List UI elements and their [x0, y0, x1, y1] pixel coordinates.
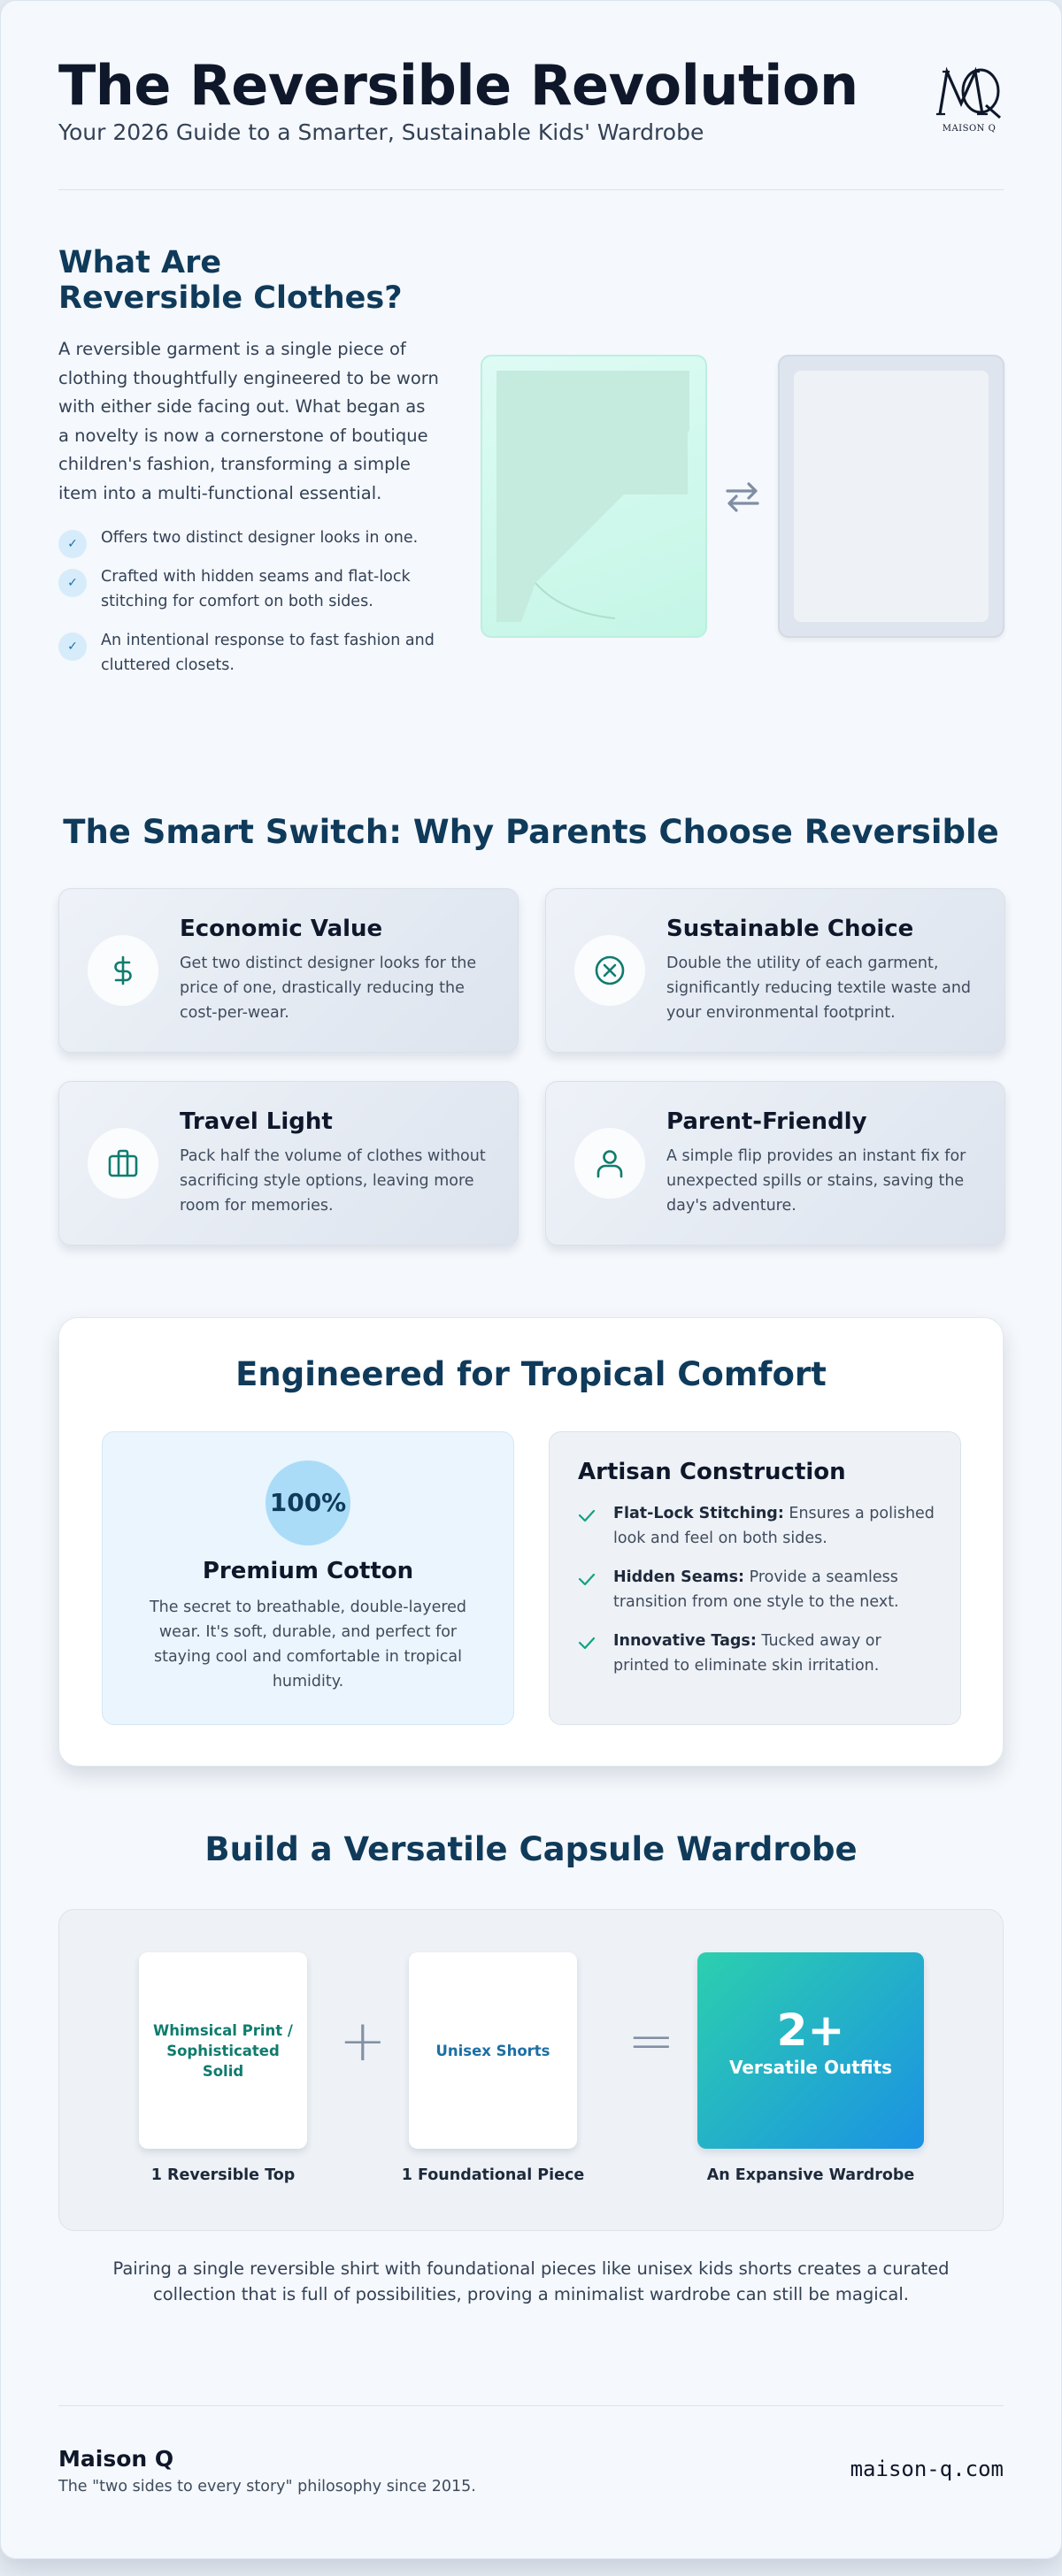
footer-url: maison-q.com: [850, 2457, 1004, 2481]
checkmark-icon: [578, 1636, 596, 1650]
intro-heading-line1: What Are: [58, 245, 222, 280]
foundational-piece-caption: 1 Foundational Piece: [401, 2166, 585, 2184]
benefit-card-sustainable: [545, 888, 1005, 1053]
benefit-card-parent: [545, 1081, 1005, 1246]
intro-bullet-list: [58, 525, 439, 678]
reversible-top-text: Whimsical Print / Sophisticated Solid: [153, 2021, 293, 2080]
result-label: Versatile Outfits: [728, 2057, 893, 2078]
benefit-description: Double the utility of each garment, significantly reducing textile waste and your environmental footprint.: [666, 954, 972, 1022]
check-icon: ✓: [58, 569, 87, 597]
comfort-heading: Engineered for Tropical Comfort: [235, 1355, 827, 1393]
benefit-icon-wrap: [574, 935, 645, 1006]
capsule-equation: [58, 1909, 1004, 2231]
feature-label: Flat-Lock Stitching:: [613, 1505, 784, 1522]
footer-tagline: The "two sides to every story" philosophy since 2015.: [58, 2478, 476, 2496]
comfort-section: [58, 1317, 1004, 1767]
benefit-title: Parent-Friendly: [666, 1108, 867, 1135]
reversible-top-card: [139, 1952, 307, 2149]
result-card: [697, 1952, 924, 2149]
mq-monogram-icon: [935, 65, 1004, 119]
page-subtitle: Your 2026 Guide to a Smarter, Sustainable Kids' Wardrobe: [58, 119, 704, 145]
swap-arrows-icon: [722, 477, 763, 518]
brand-logo: [935, 65, 1004, 135]
equals-icon: =: [627, 2009, 675, 2074]
plus-icon: +: [339, 2009, 387, 2074]
garment-side-b-panel: [794, 371, 989, 622]
capsule-heading: Build a Versatile Capsule Wardrobe: [204, 1830, 858, 1868]
cotton-title: Premium Cotton: [202, 1558, 414, 1584]
benefit-icon-wrap: [88, 935, 158, 1006]
logo-wordmark: MAISON Q: [942, 124, 997, 134]
shirt-print-graphic: [482, 356, 705, 636]
benefit-card-travel: [58, 1081, 519, 1246]
check-icon: ✓: [58, 632, 87, 661]
artisan-title: Artisan Construction: [578, 1459, 846, 1485]
garment-side-b-illustration: [778, 355, 1004, 638]
intro-paragraph: A reversible garment is a single piece of clothing thoughtfully engineered to be worn with either side facing out. What began as a novelty is now a cornerstone of boutique children's fashion, transforming a simple item into a multi-functional essential.: [58, 339, 439, 503]
checkmark-icon: [578, 1508, 596, 1522]
benefit-description: Get two distinct designer looks for the price of one, drastically reducing the cost-per-wear.: [180, 954, 477, 1022]
benefit-icon-wrap: [574, 1128, 645, 1199]
unisex-shorts-card: [409, 1952, 577, 2149]
list-item: [578, 1565, 935, 1614]
unisex-shorts-text: Unisex Shorts: [435, 2042, 550, 2059]
feature-text: Ensures a polished look and feel on both sides.: [613, 1505, 935, 1547]
intro-text: [58, 245, 439, 692]
list-item: [578, 1629, 935, 1678]
intro-heading-line2: Reversible Clothes?: [58, 280, 403, 316]
user-icon: [594, 1147, 626, 1179]
dollar-icon: [107, 954, 139, 986]
result-caption: An Expansive Wardrobe: [706, 2166, 915, 2184]
feature-text: Provide a seamless transition from one style to the next.: [613, 1568, 899, 1611]
feature-text: Tucked away or printed to eliminate skin irritation.: [613, 1632, 881, 1675]
bullet-text: Offers two distinct designer looks in one.: [101, 529, 419, 547]
check-icon: ✓: [58, 530, 87, 558]
benefit-title: Economic Value: [180, 916, 383, 942]
benefit-title: Sustainable Choice: [666, 916, 914, 942]
list-item: [58, 564, 439, 614]
benefit-card-economic: [58, 888, 519, 1053]
feature-label: Hidden Seams:: [613, 1568, 745, 1586]
benefit-icon-wrap: [88, 1128, 158, 1199]
page-title: The Reversible Revolution: [58, 53, 858, 118]
cotton-stat-badge: 100%: [266, 1460, 350, 1545]
content-area: [58, 1, 1004, 2558]
circle-x-icon: [594, 954, 626, 986]
header: [58, 54, 1004, 160]
list-item: [58, 525, 439, 550]
benefit-description: A simple flip provides an instant fix for unexpected spills or stains, saving the day's adventure.: [666, 1147, 966, 1215]
benefit-description: Pack half the volume of clothes without sacrificing style options, leaving more room for memories.: [180, 1147, 486, 1215]
feature-label: Innovative Tags:: [613, 1632, 757, 1650]
checkmark-icon: [578, 1572, 596, 1586]
bullet-text: An intentional response to fast fashion and cluttered closets.: [101, 632, 435, 674]
briefcase-icon: [107, 1147, 139, 1179]
divider: [58, 2405, 1004, 2406]
artisan-card: [549, 1431, 961, 1725]
benefit-title: Travel Light: [180, 1108, 333, 1135]
reversible-top-caption: 1 Reversible Top: [150, 2166, 296, 2184]
benefits-heading: The Smart Switch: Why Parents Choose Reversible: [63, 813, 999, 851]
intro-heading: [58, 245, 439, 316]
cotton-card: [102, 1431, 514, 1725]
list-item: [58, 628, 439, 678]
footer-brand: Maison Q: [58, 2446, 174, 2472]
divider: [58, 189, 1004, 190]
garment-side-a-illustration: [481, 355, 707, 638]
bullet-text: Crafted with hidden seams and flat-lock stitching for comfort on both sides.: [101, 568, 411, 610]
cotton-description: The secret to breathable, double-layered wear. It's soft, durable, and perfect for staying cool and comfortable in tropical humidity.: [149, 1598, 467, 1690]
capsule-paragraph: Pairing a single reversible shirt with foundational pieces like unisex kids shorts creates a curated collection that is full of possibilities, proving a minimalist wardrobe can still be magical.: [112, 2258, 950, 2304]
list-item: [578, 1501, 935, 1551]
intro-section: [58, 245, 1004, 758]
result-count: 2+: [776, 2005, 845, 2056]
